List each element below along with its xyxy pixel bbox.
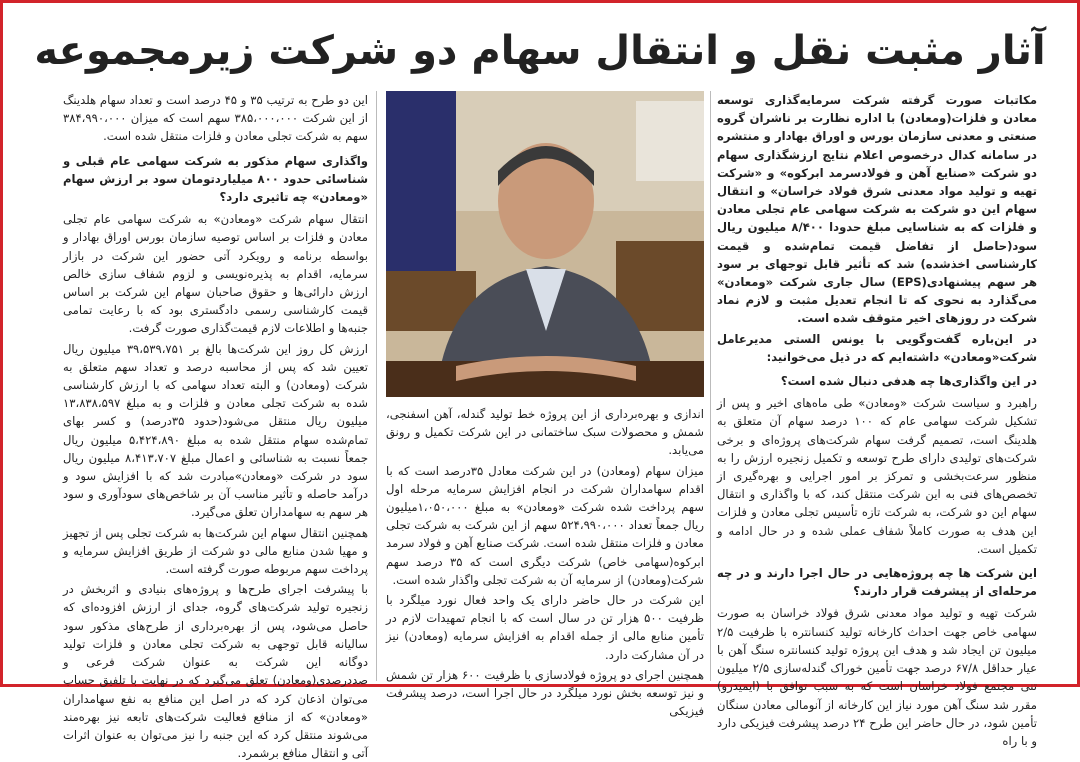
column-divider — [376, 91, 377, 681]
column-divider — [710, 91, 711, 681]
interview-intro: در این‌باره گفت‌وگویی با یونس الستی مدیرعامل شرکت«ومعادن» داشته‌ایم که در ذیل می‌خوانید: — [717, 331, 1037, 364]
article-column-right — [717, 91, 1038, 748]
middle-paragraph-3: این شرکت در حال حاضر دارای یک واحد فعال نورد میلگرد با ظرفیت ۵۰۰ هزار تن در سال است که با انجام تمهیدات لازم در تأمین منابع مالی از جمله اقدام به افزایش سرمایه (ومعادن) نیز در آن مشارکت دارد. — [386, 593, 704, 662]
left-paragraph-4: همچنین انتقال سهام این شرکت‌ها به شرکت تجلی پس از تجهیز و مهیا شدن منابع مالی دو شرکت از طریق افزایش سرمایه و پرداخت سهم مربوطه صورت گرفته است. — [63, 525, 368, 577]
question-2: این شرکت ها چه پروژه‌هایی در حال اجرا دارند و در چه مرحله‌ای از پیشرفت قرار دارند؟ — [717, 566, 1037, 599]
middle-paragraph-2: میزان سهام (ومعادن) در این شرکت معادل ۳۵درصد است که با اقدام سهامداران شرکت در انجام افزایش سرمایه مرحله اول سهم پرداخت شده شرکت «ومعادن» به مبلغ ۱،۰۵۰،۰۰۰میلیون ریال جمعاً تعداد ۵۲۴،۹۹۰،۰۰۰ سهم از این شرکت به شرکت تجلی معادن و فلزات منتقل شده است. شرکت صنایع آهن و فولاد سرمد ابرکوه(سهامی خاص) شرکت دیگری است که ۳۵ درصد سهم شرکت(ومعادن) از سرمایه آن به شرکت تجلی واگذار شده است. — [386, 463, 705, 587]
answer-2: شرکت تهیه و تولید مواد معدنی شرق فولاد خراسان به صورت سهامی خاص جهت احداث کارخانه تولید کنسانتره با ظرفیت ۲/۵ میلیون تن ایجاد شد و هدف این پروژه تولید کنسانتره سنگ آهن با عیار حداقل ۶۷/۸ درصد جهت تأمین خوراک گندله‌سازی ۲/۵ میلیون تنی مجتمع فولاد خراسان است که به سبب توافق با (ایمیدرو) مقرر شد سنگ آهن مورد نیاز این کارخانه از آنومالی معادن سنگان تأمین شود، در حال حاضر این طرح ۲۴ درصد پیشرفت فیزیکی دارد و با راه — [717, 606, 1038, 748]
left-question: واگذاری سهام مذکور به شرکت سهامی عام قبلی و شناسائی حدود ۸۰۰ میلیاردتومان سود بر ارزش سهام «ومعادن» چه تاثیری دارد؟ — [63, 153, 369, 205]
left-paragraph-2: انتقال سهام شرکت «ومعادن» به شرکت سهامی عام تجلی معادن و فلزات بر اساس توصیه سازمان بورس اوراق بهادار و بواسطه برنامه و رویکرد آتی حضور این شرکت در بازار سرمایه، اقدام به پذیره‌نویسی و لزوم شفاف سازی خالص ارزش دارائی‌ها و حقوق صاحبان سهام این شرکت بر اساس قیمت کارشناسی رسمی دادگستری بود که با رعایت تمامی جنبه‌ها و اطلاعات لازم قیمت‌گذاری صورت گرفت. — [63, 212, 368, 336]
answer-1: راهبرد و سیاست شرکت «ومعادن» طی ماه‌های اخیر و پس از تشکیل شرکت سهامی عام که ۱۰۰ درصد سهام آن متعلق به هلدینگ است، تصمیم گرفت سهام شرکت‌های پروژه‌ای و برخی شرکت‌های تولیدی دارای طرح توسعه و تکمیل زنجیره ارزش را به منظور سرعت‌بخشی و تمرکز بر امور اجرایی و بهره‌گیری از تخصص‌های فنی به این شرکت منتقل کند، که با واگذاری و انتقال سهام این دو شرکت، به شرکت تازه تأسیس تجلی معادن و فلزات این هدف به صورت کاملاً شفاف عملی شده و در حال ادامه و تکمیل است. — [717, 396, 1037, 556]
left-paragraph-1: این دو طرح به ترتیب ۳۵ و ۴۵ درصد است و تعداد سهام هلدینگ از این شرکت ۳۸۵،۰۰۰،۰۰۰ سهم است که میزان ۳۸۴،۹۹۰،۰۰۰ سهم به شرکت تجلی معادن و فلزات منتقل شده است. — [63, 93, 368, 144]
article-column-middle — [386, 405, 705, 719]
question-1: در این واگذاری‌ها چه هدفی دنبال شده است؟ — [780, 374, 1037, 389]
portrait-image — [386, 91, 704, 397]
middle-paragraph-1: اندازی و بهره‌برداری از این پروژه خط تولید گندله، آهن اسفنجی، شمش و محصولات سبک ساختمانی در این شرکت تکمیل و رونق می‌یابد. — [386, 407, 704, 458]
article-column-left — [63, 91, 369, 761]
ceo-photo — [386, 91, 704, 397]
middle-paragraph-4: همچنین اجرای دو پروژه فولادسازی با ظرفیت ۶۰۰ هزار تن شمش و نیز توسعه بخش نورد میلگرد در حال اجرا است، درصد پیشرفت فیزیکی — [386, 667, 704, 719]
left-paragraph-3: ارزش کل روز این شرکت‌ها بالغ بر ۳۹،۵۳۹،۷۵۱ میلیون ریال تعیین شد که پس از محاسبه درصد و تعداد سهم متعلق به شرکت (ومعادن) و البته تعداد سهامی که با ارزش کارشناسی شده به شرکت تجلی معادن و فلزات و به مبلغ ۱۳،۸۳۸،۵۹۷ میلیون ریال منتقل می‌شود(حدود ۳۵درصد) و کسر بهای تمام‌شده سهام منتقل شده به مبلغ ۵،۴۲۴،۸۹۰ میلیون ریال جمعاً نسبت به شناسائی و اعمال مبلغ ۸،۴۱۳،۷۰۷ میلیون ریال سود در شرکت «ومعادن»مبادرت شد که با افزایش سود و درآمد حاصله و تأثیر مناسب آن بر شاخص‌های سودآوری و سود هر سهم به سهامداران تعلق می‌گیرد. — [63, 341, 368, 520]
left-paragraph-5: با پیشرفت اجرای طرح‌ها و پروژه‌های بنیادی و اثربخش در زنجیره تولید شرکت‌های گروه، جدای از ارزش افزوده‌ای که حاصل می‌شود، پس از بهره‌برداری از طرح‌های مذکور سود سالیانه قابل توجهی به شرکت تجلی معادن و فلزات تولید دوگانه این شرکت به عنوان شرکت فرعی و صددرصدی(ومعادن) تعلق می‌گیرد که در نهایت با تلفیق حساب می‌توان اذعان کرد که در اصل این منافع به نفع سهامداران «ومعادن» که از منافع فعالیت شرکت‌های تابعه نیز بهره‌مند می‌شوند منتقل کرد که این جنبه را نیز می‌توان به عنوان اثرات آتی و انتقال منافع برشمرد. — [63, 582, 368, 761]
article-headline: آثار مثبت نقل و انتقال سهام دو شرکت زیرمجموعه — [34, 28, 1046, 74]
article-lead: مکاتبات صورت گرفته شرکت سرمایه‌گذاری توسعه معادن و فلزات(ومعادن) با اداره نظارت بر ناشران گروه صنعتی و معدنی سازمان بورس و اوراق بهادار و منتشره در سامانه کدال درخصوص اعلام نتایج ارزشگذاری سهام دو شرکت «صنایع آهن و فولادسرمد ابرکوه» و «شرکت تهیه و تولید مواد معدنی شرق فولاد خراسان» و انتقال سهام این دو شرکت به شرکت سهامی عام تجلی معادن و فلزات که به شناسایی مبلغ حدودا ۸/۴۰۰ میلیون ریال سود(حاصل از تفاضل قیمت تمام‌شده و قیمت کارشناسی اخذشده) شد که تأثیر قابل توجهای بر سود هر سهم پیشنهادی(EPS) سال جاری شرکت «ومعادن» می‌گذارد به نحوی که تا انجام تعدیل مثبت و لازم نماد شرکت در روزهای اخیر متوقف شده است. — [717, 93, 1037, 326]
